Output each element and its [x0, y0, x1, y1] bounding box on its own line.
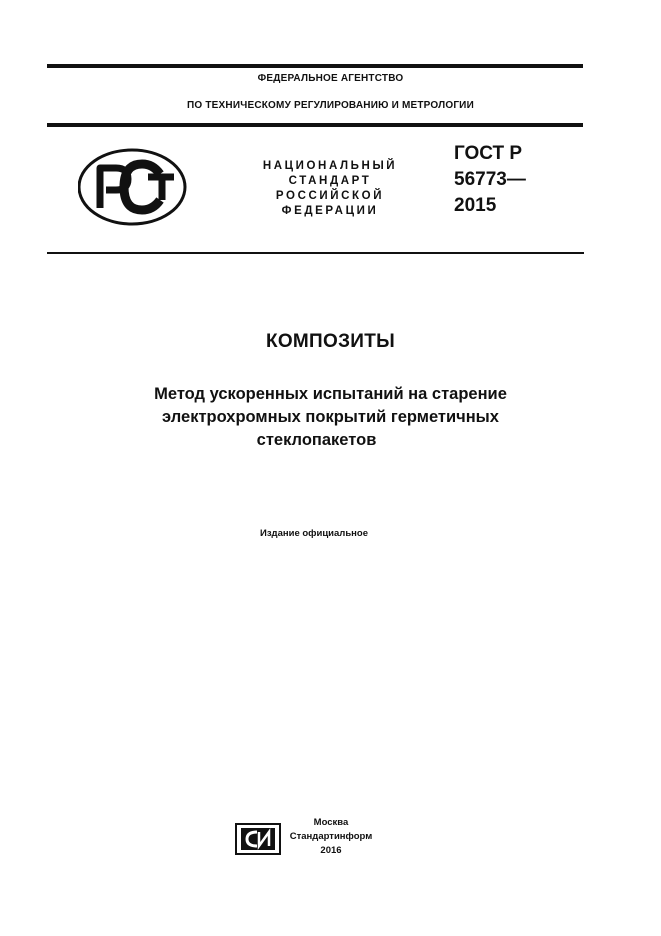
top-rule: [47, 64, 583, 68]
national-standard-caption: [250, 159, 410, 219]
publisher-city: Москва: [313, 817, 349, 828]
subtitle-line: Метод ускоренных испытаний на старение: [154, 385, 507, 403]
national-line: СТАНДАРТ: [288, 175, 372, 187]
gost-r-logo: [78, 148, 188, 226]
standard-designation: [454, 141, 526, 219]
publisher-name: Стандартинформ: [289, 831, 373, 842]
publisher-year: 2016: [320, 845, 342, 856]
national-line: НАЦИОНАЛЬНЫЙ: [262, 160, 398, 172]
publisher-info: [286, 816, 376, 858]
national-line: РОССИЙСКОЙ: [275, 190, 385, 202]
standartinform-logo: [235, 823, 281, 855]
document-title: КОМПОЗИТЫ: [265, 331, 396, 352]
designation-line2: 56773—: [454, 169, 526, 190]
subtitle-line: электрохромных покрытий герметичных: [162, 408, 499, 426]
designation-line3: 2015: [454, 195, 497, 216]
national-line: ФЕДЕРАЦИИ: [281, 205, 379, 217]
header-divider-rule: [47, 123, 583, 127]
logo-section-rule: [47, 252, 584, 254]
agency-name-line2: ПО ТЕХНИЧЕСКОМУ РЕГУЛИРОВАНИЮ И МЕТРОЛОГИИ: [187, 100, 474, 111]
edition-note: Издание официальное: [260, 528, 368, 539]
designation-line1: ГОСТ Р: [454, 143, 523, 164]
agency-name-line1: ФЕДЕРАЛЬНОЕ АГЕНТСТВО: [257, 73, 404, 84]
document-subtitle: [0, 383, 661, 452]
subtitle-line: стеклопакетов: [256, 431, 377, 449]
